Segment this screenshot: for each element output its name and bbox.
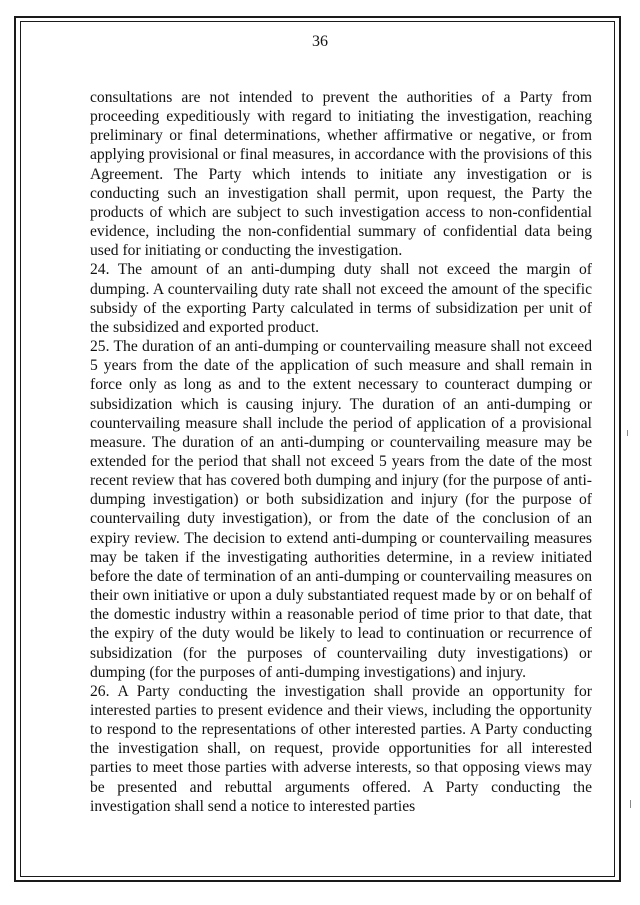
- paragraph-continuation: consultations are not intended to prevent the authorities of a Party from proceeding expeditiously with regard to initiating the investigation, reaching preliminary or final determinations, whether affirmative or negative, or from applying provisional or final measures, in accordance with the provisions of this Agreement. The Party which intends to initiate any investigation or is conducting such an investigation shall permit, upon request, the Party the products of which are subject to such investigation access to non-confidential evidence, including the non-confidential summary of confidential data being used for initiating or conducting the investigation.: [90, 89, 592, 260]
- page-number: 36: [312, 33, 328, 50]
- scan-artifact: [627, 430, 628, 436]
- paragraph-24: 24. The amount of an anti-dumping duty shall not exceed the margin of dumping. A countervailing duty rate shall not exceed the amount of the specific subsidy of the exporting Party calculated in terms of subsidization per unit of the subsidized and exported product.: [90, 261, 592, 336]
- document-body: [90, 88, 592, 816]
- paragraph-25: 25. The duration of an anti-dumping or countervailing measure shall not exceed 5 years from the date of the application of such measure and shall remain in force only as long as and to the extent necessary to counteract dumping or subsidization which is causing injury. The duration of an anti-dumping or countervailing measure shall include the period of application of a provisional measure. The duration of an anti-dumping or countervailing measure may be extended for the period that shall not exceed 5 years from the date of the most recent review that has covered both dumping and injury (for the purpose of anti-dumping investigation) or both subsidization and injury (for the purpose of countervailing duty investigation), or from the date of the conclusion of an expiry review. The decision to extend anti-dumping or countervailing measures may be taken if the investigating authorities determine, in a review initiated before the date of termination of an anti-dumping or countervailing measures on their own initiative or upon a duly substantiated request made by or on behalf of the domestic industry within a reasonable period of time prior to that date, that the expiry of the duty would be likely to lead to continuation or recurrence of subsidization (for the purposes of countervailing duty investigations) or dumping (for the purposes of anti-dumping investigations) and injury.: [90, 338, 592, 681]
- paragraph-26: 26. A Party conducting the investigation shall provide an opportunity for interested parties to present evidence and their views, including the opportunity to respond to the representations of other interested parties. A Party conducting the investigation shall, on request, provide opportunities for all interested parties to meet those parties with adverse interests, so that opposing views may be presented and rebuttal arguments offered. A Party conducting the investigation shall send a notice to interested parties: [90, 682, 592, 815]
- scan-artifact: [630, 800, 631, 808]
